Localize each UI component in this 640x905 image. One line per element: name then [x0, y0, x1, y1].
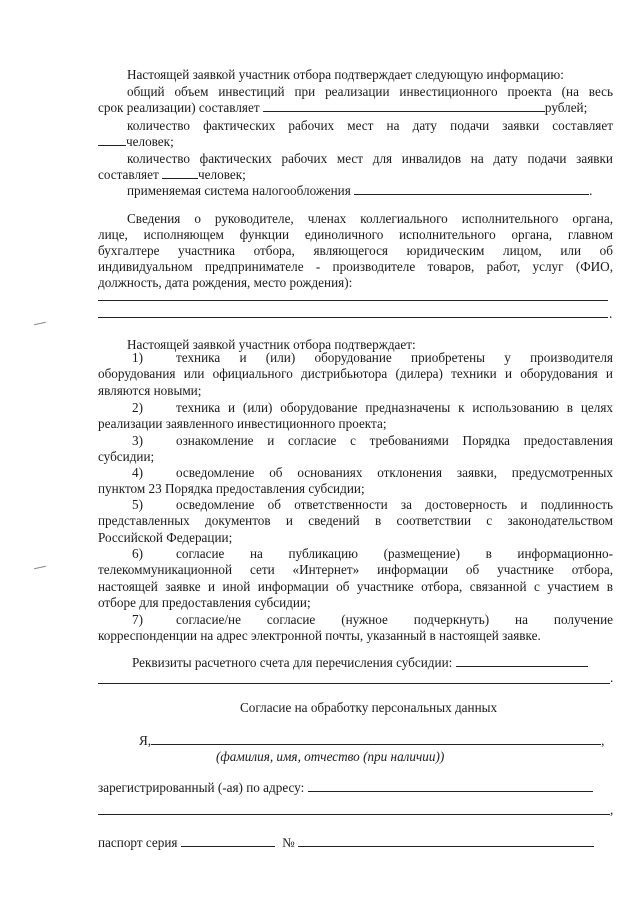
scan-mark-bottom [34, 566, 46, 569]
confirm-item-number: 3) [132, 433, 143, 448]
confirm-item-line: Российской Федерации; [98, 529, 233, 545]
investment-label: срок реализации) составляет [98, 100, 260, 115]
registered-address-end: , [610, 802, 614, 817]
consent-ya-end: , [601, 733, 605, 748]
confirm-item-line: осведомление об основаниях отклонения заявки, предусмотренных [176, 465, 613, 480]
requisites-line [132, 655, 612, 671]
manager-info-line-1: Сведения о руководителе, членах коллегиального исполнительного органа, [127, 211, 613, 226]
disabled-jobs-unit: человек; [198, 167, 246, 182]
requisites-field-1[interactable] [456, 655, 588, 667]
confirm-item-line: согласие на публикацию (размещение) в информационно- [176, 546, 613, 561]
requisites-field-2[interactable] [98, 683, 610, 684]
confirm-item-line: телекоммуникационной сети «Интернет» информации об участнике отбора, [98, 562, 613, 578]
investment-unit: рублей; [544, 100, 588, 115]
manager-info-line-3: бухгалтере участника отбора, являющегося юридическим лицом, или об [98, 243, 613, 258]
investment-line-1: общий объем инвестиций при реализации инвестиционного проекта (на весь [127, 84, 613, 99]
confirm-item-line: являются новыми; [98, 382, 202, 398]
passport-number-label: № [282, 835, 295, 850]
confirm-item-line: настоящей заявке и иной информации об участнике отбора, связанной с участием в [98, 578, 613, 594]
disabled-jobs-line-2 [98, 167, 613, 183]
tax-system-label: применяемая система налогообложения [127, 183, 351, 198]
manager-info-line-2: лице, исполняющем функции единоличного исполнительного органа, главном [98, 227, 613, 242]
tax-period: . [589, 183, 593, 198]
passport-number-field[interactable] [298, 835, 594, 847]
full-name-field[interactable] [151, 733, 601, 745]
requisites-end: . [610, 670, 614, 685]
manager-info-field-2[interactable] [98, 317, 608, 318]
confirm-item-line: техника и (или) оборудование предназначены к использованию в целях [176, 400, 613, 415]
manager-info-field-1[interactable] [98, 300, 608, 301]
requisites-label: Реквизиты расчетного счета для перечисления субсидии: [132, 655, 453, 670]
disabled-jobs-line-1: количество фактических рабочих мест для инвалидов на дату подачи заявки [127, 151, 613, 166]
confirm-item-number: 2) [132, 400, 143, 415]
disabled-jobs-count-field[interactable] [162, 167, 198, 179]
manager-info-end: . [609, 306, 613, 321]
investment-amount-field[interactable] [263, 100, 545, 112]
registered-address-field-1[interactable] [308, 780, 593, 792]
confirm-item-line: техника и (или) оборудование приобретены у производителя [176, 350, 613, 365]
confirm-item-line: субсидии; [98, 449, 155, 465]
jobs-unit: человек; [126, 134, 174, 149]
jobs-line-1: количество фактических рабочих мест на дату подачи заявки составляет [127, 118, 613, 133]
disabled-jobs-label: составляет [98, 167, 159, 182]
tax-system-line [127, 183, 613, 199]
jobs-count-field[interactable] [98, 134, 126, 146]
full-name-hint: (фамилия, имя, отчество (при наличии)) [216, 749, 445, 764]
confirm-item-line: отборе для предоставления субсидии; [98, 594, 311, 610]
passport-series-field[interactable] [181, 835, 275, 847]
manager-info-line-4: индивидуальном предпринимателе - производителе товаров, работ, услуг (ФИО, [98, 259, 613, 274]
confirm-item-line: корреспонденции на адрес электронной почты, указанный в настоящей заявке. [98, 628, 541, 644]
passport-series-label: паспорт серия [98, 835, 178, 850]
passport-line [98, 835, 613, 851]
confirm-item-number: 7) [132, 612, 143, 627]
registered-address-field-2[interactable] [98, 814, 610, 815]
confirm-item-number: 4) [132, 465, 143, 480]
confirm-item-number: 1) [132, 350, 143, 365]
consent-ya-line [139, 733, 619, 749]
registered-line [98, 780, 613, 796]
investment-line-2 [98, 100, 613, 116]
block1-intro: Настоящей заявкой участник отбора подтверждает следующую информацию: [127, 67, 564, 82]
confirm-item-number: 5) [132, 497, 143, 512]
jobs-line-2 [98, 134, 613, 150]
confirm-item-line: согласие/не согласие (нужное подчеркнуть) на получение [176, 612, 613, 627]
scan-mark-top [34, 322, 46, 325]
confirm-item-line: представленных документов и сведений в соответствии с законодательством [98, 513, 613, 529]
tax-system-field[interactable] [354, 183, 589, 195]
consent-title: Согласие на обработку персональных данных [240, 700, 498, 715]
manager-info-line-5: должность, дата рождения, место рождения): [98, 275, 353, 290]
confirm-item-line: осведомление об ответственности за достоверность и подлинность [176, 497, 613, 512]
confirm-item-line: реализации заявленного инвестиционного проекта; [98, 416, 387, 432]
confirm-intro: Настоящей заявкой участник отбора подтверждает: [127, 337, 416, 352]
confirm-item-line: ознакомление и согласие с требованиями Порядка предоставления [176, 433, 613, 448]
confirm-item-line: оборудования или официального дистрибьютора (дилера) техники и оборудования и [98, 366, 613, 382]
consent-ya-label: Я, [139, 733, 152, 748]
confirm-item-number: 6) [132, 546, 143, 561]
registered-label: зарегистрированный (-ая) по адресу: [98, 780, 305, 795]
confirm-item-line: пунктом 23 Порядка предоставления субсидии; [98, 481, 365, 497]
